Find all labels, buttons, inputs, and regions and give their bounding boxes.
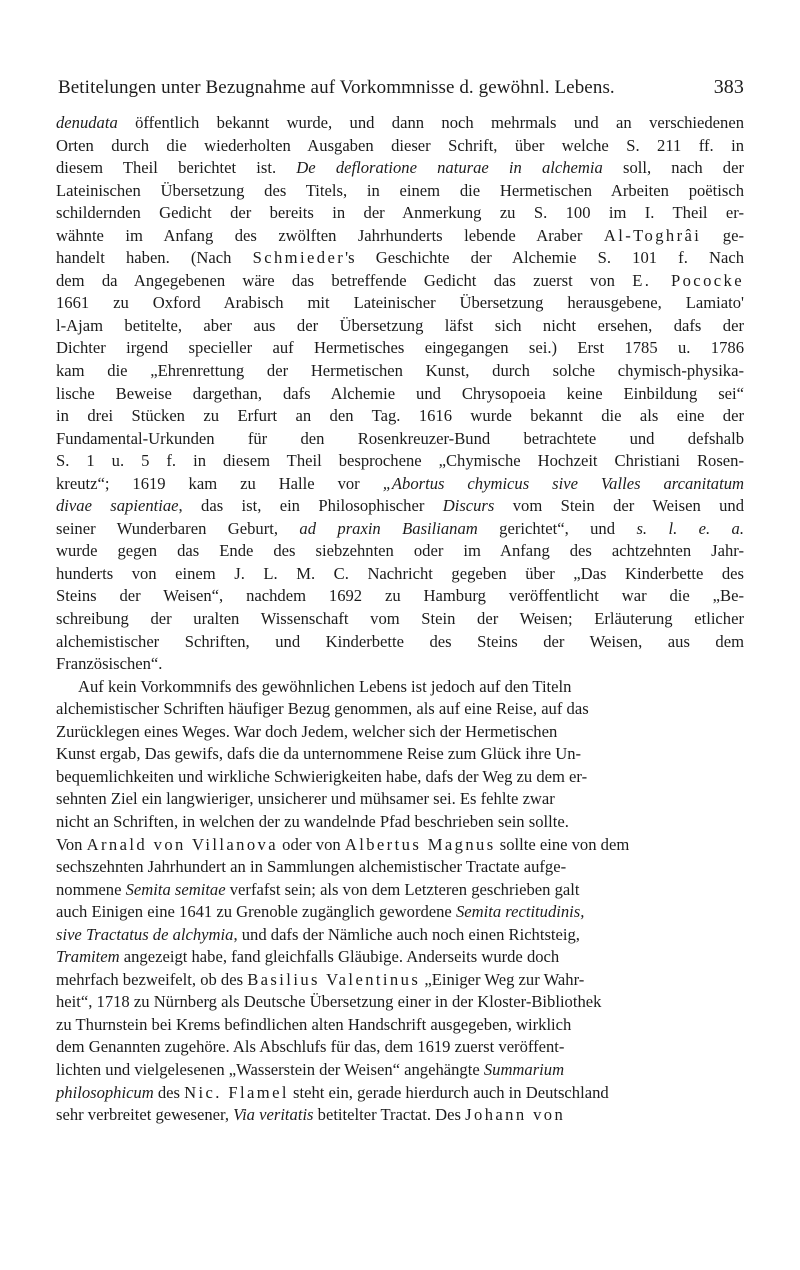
text-line: wurde gegen das Ende des siebzehnten oder im Anfang des achtzehnten Jahr- (56, 541, 744, 561)
text-line: sehnten Ziel ein langwieriger, unsicherer und mühsamer sei. Es fehlte zwar (56, 789, 555, 809)
text-line: Zurücklegen eines Weges. War doch Jedem, welcher sich der Hermetischen (56, 721, 558, 741)
text-line: schreibung der uralten Wissenschaft vom Stein der Weisen; Erläuterung etlicher (56, 609, 744, 629)
text-line: seiner Wunderbaren Geburt, ad praxin Basilianam gerichtet“, und s. l. e. a. (56, 518, 744, 538)
text-line: kreutz“; 1619 kam zu Halle vor „Abortus chymicus sive Valles arcanitatum (56, 473, 744, 493)
text-line: Lateinischen Übersetzung des Titels, in einem die Hermetischen Arbeiten poëtisch (56, 180, 744, 200)
text-line: dem Genannten zugehöre. Als Abschlufs für das, dem 1619 zuerst veröffent- (56, 1037, 565, 1057)
text-line: dem da Angegebenen wäre das betreffende Gedicht das zuerst von E. Pococke (56, 270, 744, 290)
text-line: zu Thurnstein bei Krems befindlichen alten Handschrift ausgegeben, wirklich (56, 1014, 572, 1034)
body-text (56, 112, 744, 1127)
text-line: wähnte im Anfang des zwölften Jahrhunderts lebende Araber Al-Toghrâi ge- (56, 225, 744, 245)
text-line: bequemlichkeiten und wirkliche Schwierigkeiten habe, dafs der Weg zu dem er- (56, 766, 588, 786)
text-line: l-Ajam betitelte, aber aus der Übersetzung läfst sich nicht ersehen, dafs der (56, 315, 744, 335)
paragraph (56, 112, 744, 676)
text-line: sehr verbreitet gewesener, Via veritatis betitelter Tractat. Des Johann von (56, 1105, 566, 1125)
text-line: philosophicum des Nic. Flamel steht ein, gerade hierdurch auch in Deutschland (56, 1082, 609, 1102)
text-line: alchemistischer Schriften, und Kinderbette des Steins der Weisen, aus dem (56, 631, 744, 651)
running-head (56, 76, 744, 99)
text-line: lichten und vielgelesenen „Wasserstein der Weisen“ angehängte Summarium (56, 1059, 565, 1079)
text-line: sive Tractatus de alchymia, und dafs der Nämliche auch noch einen Richtsteig, (56, 924, 580, 944)
text-line: schildernden Gedicht der bereits in der Anmerkung zu S. 100 im I. Theil er- (56, 203, 744, 223)
text-line: 1661 zu Oxford Arabisch mit Lateinischer Übersetzung herausgebene, Lamiato' (56, 293, 744, 313)
text-line: denudata öffentlich bekannt wurde, und dann noch mehrmals und an verschiedenen (56, 113, 744, 132)
text-line: Orten durch die wiederholten Ausgaben dieser Schrift, über welche S. 211 ff. in (56, 135, 744, 155)
text-line: Von Arnald von Villanova oder von Albertus Magnus sollte eine von dem (56, 834, 630, 854)
page-number: 383 (713, 76, 744, 98)
text-line: S. 1 u. 5 f. in diesem Theil besprochene „Chymische Hochzeit Christiani Rosen- (56, 451, 744, 471)
text-line: alchemistischer Schriften häufiger Bezug genommen, als auf eine Reise, auf das (56, 699, 589, 719)
text-line: handelt haben. (Nach Schmieder's Geschichte der Alchemie S. 101 f. Nach (56, 248, 745, 268)
text-line: lische Beweise dargethan, dafs Alchemie und Chrysopoeia keine Einbildung sei“ (56, 383, 744, 403)
text-line: Steins der Weisen“, nachdem 1692 zu Hamburg veröffentlicht war die „Be- (56, 586, 744, 606)
text-line: kam die „Ehrenrettung der Hermetischen Kunst, durch solche chymisch-physika- (56, 361, 744, 381)
text-line: mehrfach bezweifelt, ob des Basilius Valentinus „Einiger Weg zur Wahr- (56, 969, 585, 989)
text-line: nicht an Schriften, in welchen der zu wandelnde Pfad beschrieben sein sollte. (56, 811, 569, 831)
text-line: hunderts von einem J. L. M. C. Nachricht gegeben über „Das Kinderbette des (56, 563, 744, 583)
text-line: diesem Theil berichtet ist. De defloratione naturae in alchemia soll, nach der (56, 158, 744, 178)
text-line: Tramitem angezeigt habe, fand gleichfalls Gläubige. Anderseits wurde doch (56, 947, 560, 967)
running-title: Betitelungen unter Bezugnahme auf Vorkommnisse d. gewöhnl. Lebens. (58, 77, 615, 98)
text-line: nommene Semita semitae verfafst sein; als von dem Letzteren geschrieben galt (56, 879, 580, 899)
paragraph (56, 676, 744, 1127)
text-line: Auf kein Vorkommnifs des gewöhnlichen Lebens ist jedoch auf den Titeln (78, 676, 572, 696)
text-line: sechszehnten Jahrhundert an in Sammlungen alchemistischer Tractate aufge- (56, 857, 567, 877)
text-line: Französischen“. (56, 654, 163, 674)
text-line: Dichter irgend specieller auf Hermetisches eingegangen sei.) Erst 1785 u. 1786 (56, 338, 744, 358)
text-line: Fundamental-Urkunden für den Rosenkreuzer-Bund betrachtete und defshalb (56, 428, 744, 448)
text-line: Kunst ergab, Das gewifs, dafs die da unternommene Reise zum Glück ihre Un- (56, 744, 582, 764)
text-line: heit“, 1718 zu Nürnberg als Deutsche Übersetzung einer in der Kloster-Bibliothek (56, 992, 602, 1012)
text-line: divae sapientiae, das ist, ein Philosophischer Discurs vom Stein der Weisen und (56, 496, 744, 516)
text-line: in drei Stücken zu Erfurt an den Tag. 1616 wurde bekannt die als eine der (56, 406, 744, 426)
text-line: auch Einigen eine 1641 zu Grenoble zugänglich gewordene Semita rectitudinis, (56, 902, 585, 922)
